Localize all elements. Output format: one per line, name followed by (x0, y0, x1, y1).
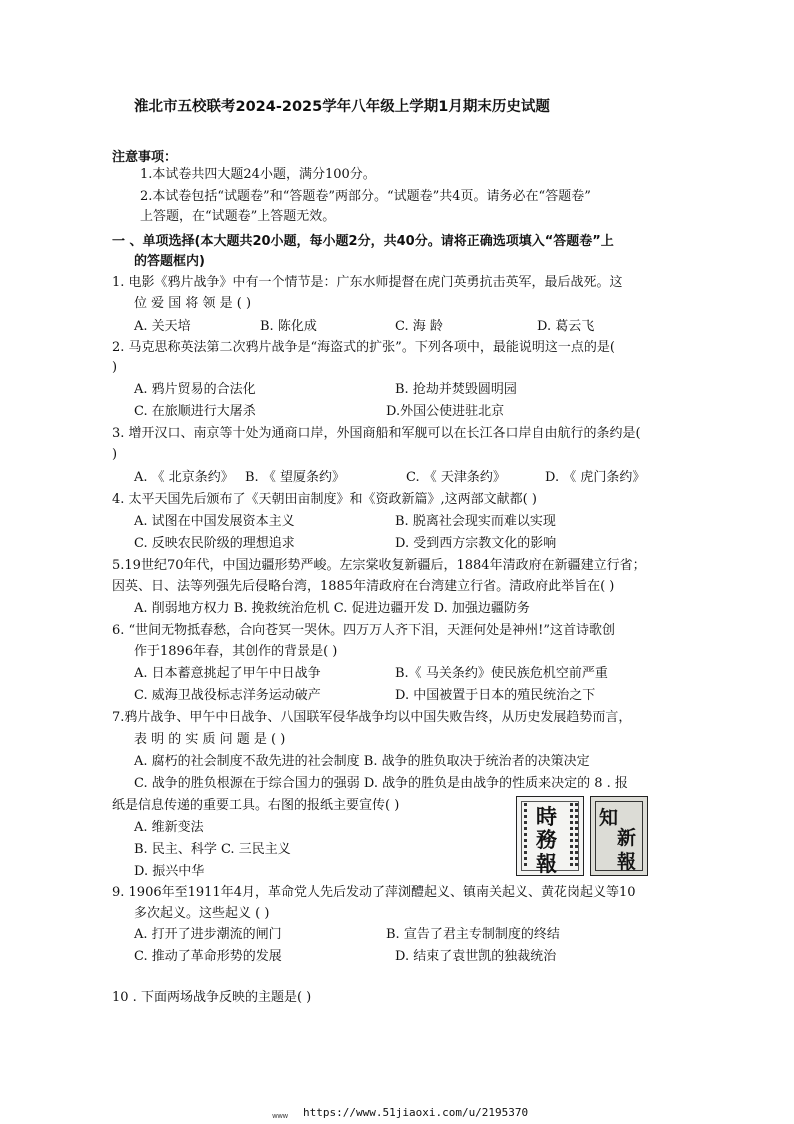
question-3-option-c: C. 《 天津条约》 (406, 470, 506, 485)
question-8-stem: 纸是信息传递的重要工具。右图的报纸主要宣传( ) (112, 798, 400, 813)
question-4-option-d: D. 受到西方宗教文化的影响 (395, 536, 557, 551)
question-4-option-c: C. 反映农民阶级的理想追求 (134, 536, 295, 551)
question-1-stem-line-1: 1. 电影《鸦片战争》中有一个情节是：广东水师提督在虎门英勇抗击英军，最后战死。这 (112, 275, 623, 290)
question-7-options-ab: A. 腐朽的社会制度不敌先进的社会制度 B. 战争的胜负取决于统治者的决策决定 (134, 754, 590, 769)
question-4-option-a: A. 试图在中国发展资本主义 (134, 514, 295, 529)
question-2-option-b: B. 抢劫并焚毁圆明园 (395, 382, 517, 397)
question-6-option-b: B.《 马关条约》使民族危机空前严重 (395, 666, 608, 681)
question-1-option-d: D. 葛云飞 (537, 319, 595, 334)
question-4-option-b: B. 脱离社会现实而难以实现 (395, 514, 556, 529)
question-6-option-d: D. 中国被置于日本的殖民统治之下 (395, 688, 596, 703)
question-7-stem-line-2: 表 明 的 实 质 问 题 是 ( ) (134, 732, 286, 747)
question-2-option-c: C. 在旅顺进行大屠杀 (134, 404, 256, 419)
newspaper-1-char-2: 務 (536, 827, 557, 852)
question-9-option-c: C. 推动了革命形势的发展 (134, 949, 282, 964)
footer-url[interactable]: https://www.51jiaoxi.com/u/2195370 (303, 1106, 529, 1119)
question-2-option-d: D.外国公使进驻北京 (386, 404, 505, 419)
question-9-option-d: D. 结束了袁世凯的独裁统治 (395, 949, 557, 964)
question-10-stem: 10 . 下面两场战争反映的主题是( ) (112, 990, 312, 1005)
question-3-stem-line-1: 3. 增开汉口、南京等十处为通商口岸，外国商船和军舰可以在长江各口岸自由航行的条约是( (112, 426, 641, 441)
newspaper-zhixinbao-image (590, 796, 648, 876)
question-6-option-c: C. 威海卫战役标志洋务运动破产 (134, 688, 321, 703)
question-2-option-a: A. 鸦片贸易的合法化 (134, 382, 256, 397)
question-6-stem-line-1: 6. “世间无物抵春愁，合向苍冥一哭休。四万万人齐下泪，天涯何处是神州!”这首诗歌创 (112, 623, 616, 638)
question-2-stem-line-2: ) (112, 360, 118, 375)
question-2-stem-line-1: 2. 马克思称英法第二次鸦片战争是“海盗式的扩张”。下列各项中，最能说明这一点的是( (112, 340, 615, 355)
section-1-heading-line-2: 的答题框内) (134, 254, 205, 269)
footer-logo: www (272, 1112, 288, 1120)
notice-item-2-line-1: 2.本试卷包括“试题卷”和“答题卷”两部分。“试题卷”共4页。请务必在“答题卷” (140, 189, 591, 204)
question-1-stem-line-2: 位 爱 国 将 领 是 ( ) (134, 296, 252, 311)
question-5-options: A. 削弱地方权力 B. 挽救统治危机 C. 促进边疆开发 D. 加强边疆防务 (134, 601, 530, 616)
question-9-stem-line-1: 9. 1906年至1911年4月，革命党人先后发动了萍浏醴起义、镇南关起义、黄花岗起义等10 (112, 885, 636, 900)
notice-item-2-line-2: 上答题，在“试题卷”上答题无效。 (140, 209, 336, 224)
newspaper-2-char-1: 知 (599, 807, 619, 829)
question-8-options-bc: B. 民主、科学 C. 三民主义 (134, 842, 291, 857)
section-1-heading-line-1: 一 、单项选择(本大题共20小题，每小题2分，共40分。请将正确选项填入“答题卷”上 (112, 234, 614, 249)
question-6-stem-line-2: 作于1896年春，其创作的背景是( ) (134, 644, 338, 659)
question-7-options-cd: C. 战争的胜负根源在于综合国力的强弱 D. 战争的胜负是由战争的性质来决定的 8 . 报 (134, 776, 628, 791)
question-1-option-c: C. 海 龄 (395, 319, 443, 334)
question-3-option-d: D. 《 虎门条约》 (545, 470, 646, 485)
newspaper-1-char-1: 時 (536, 804, 557, 829)
question-3-stem-line-2: ) (112, 447, 118, 462)
question-8-option-a: A. 维新变法 (134, 820, 204, 835)
question-9-stem-line-2: 多次起义。这些起义 ( ) (134, 906, 270, 921)
newspaper-2-char-2: 新 (617, 827, 637, 849)
question-3-option-a: A. 《 北京条约》 (134, 470, 234, 485)
question-9-option-b: B. 宣告了君主专制制度的终结 (386, 927, 560, 942)
question-7-stem-line-1: 7.鸦片战争、甲午中日战争、八国联军侵华战争均以中国失败告终，从历史发展趋势而言， (112, 710, 632, 725)
question-4-stem: 4. 太平天国先后颁布了《天朝田亩制度》和《资政新篇》,这两部文献都( ) (112, 492, 537, 507)
newspaper-1-char-3: 報 (536, 851, 557, 876)
question-1-option-a: A. 关天培 (134, 319, 191, 334)
question-3-option-b: B. 《 望厦条约》 (245, 470, 345, 485)
notice-heading: 注意事项： (112, 150, 178, 165)
question-8-option-d: D. 振兴中华 (134, 864, 205, 879)
question-1-option-b: B. 陈化成 (260, 319, 317, 334)
question-5-stem-line-2: 因英、日、法等列强先后侵略台湾，1885年清政府在台湾建立行省。清政府此举旨在( ) (112, 579, 615, 594)
newspaper-shiwubao-image (516, 796, 584, 876)
question-9-option-a: A. 打开了进步潮流的闸门 (134, 927, 282, 942)
newspaper-2-char-3: 報 (617, 851, 637, 873)
question-6-option-a: A. 日本蓄意挑起了甲午中日战争 (134, 666, 321, 681)
page-title: 淮北市五校联考2024-2025学年八年级上学期1月期末历史试题 (134, 99, 550, 115)
notice-item-1: 1.本试卷共四大题24小题，满分100分。 (140, 167, 376, 182)
question-5-stem-line-1: 5.19世纪70年代，中国边疆形势严峻。左宗棠收复新疆后，1884年清政府在新疆建立行省； (112, 558, 646, 573)
